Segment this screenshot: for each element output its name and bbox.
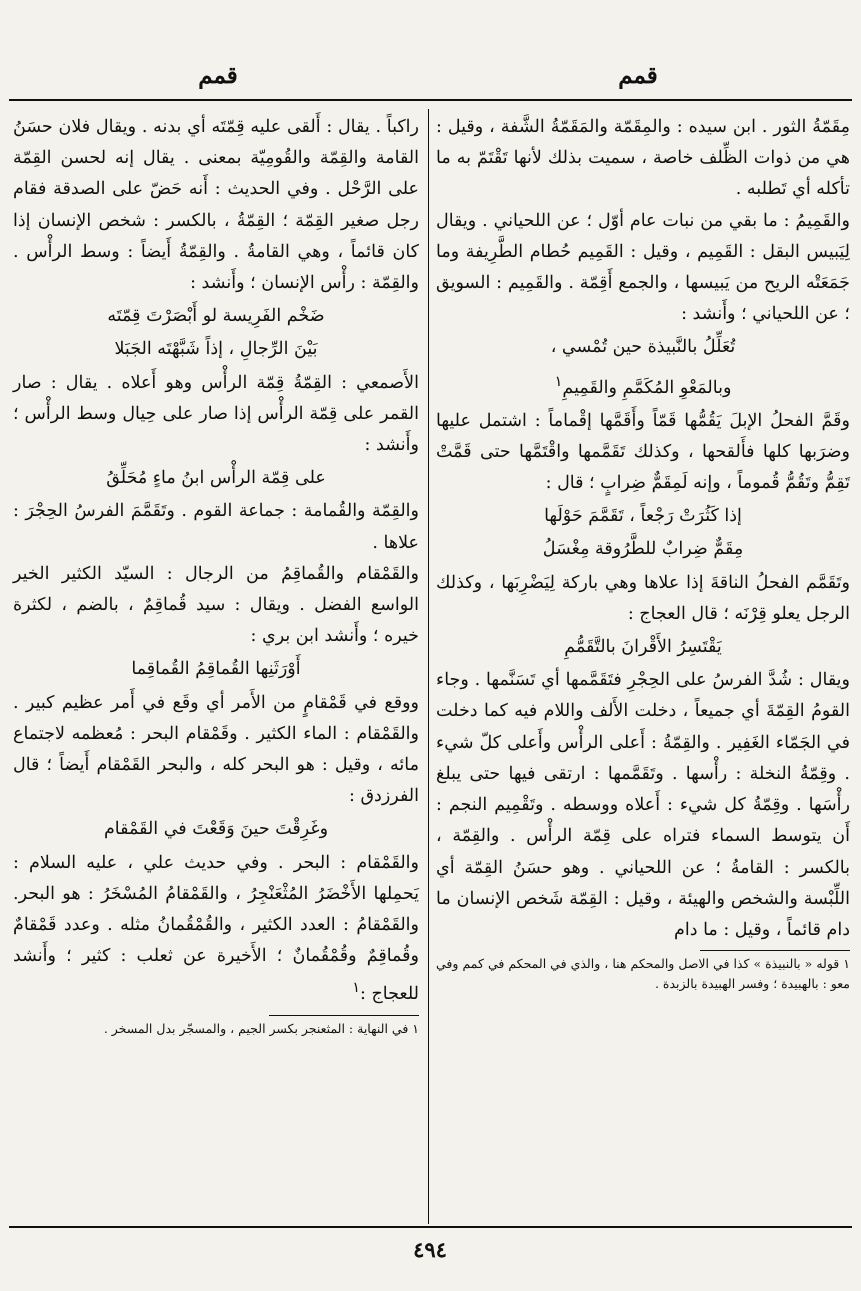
right-verse-3: يَقْتَسِرُ الأَقْرانَ بالتَّقَمُّمِ: [564, 637, 722, 658]
left-paragraph-4: والقَمْقام والقُماقِمُ من الرجال : السيّد الكثير الخير الواسع الفضل . ويقال : سيد قُماقِمٌ ، بالضم ، لكثرة خيره ؛ وأَنشد ابن بري :: [13, 563, 419, 647]
column-divider: [428, 109, 429, 1224]
header-word-left: قمم: [198, 62, 238, 89]
left-verse-2: على قِمّة الرأْس ابنُ ماءٍ مُحَلِّقُ: [106, 468, 326, 489]
right-footnote-rule: [700, 950, 850, 951]
left-footnote: ١ في النهاية : المثعنجر بكسر الجيم ، والمسجّر بدل المسخر .: [103, 1020, 419, 1036]
right-paragraph-5: ويقال : شُدَّ الفرسُ على الحِجْرِ فتَقَمَّمها أي تَسَنَّمها . وجاء القومُ القِمّةَ أي جميعاً ، دخلت الأَلف واللام فيه كما دخلت في الجَمّاء الغَفِير . والقِمّةُ : أَعلى الرأْس وأَعلى كلّ شيء . وقِمّةُ النخلة : رأْسها . وتَقَمَّمها : ارتقى فيها حتى يبلغ رأْسَها . وقِمّةُ كل شيء : أَعلاه ووسطه . وتَقْمِيم النجم : أَن يتوسط السماء فتراه على قِمّة الرأْس . والقِمّة ، بالكسر : القامةُ ؛ عن اللحياني . وهو حسَنُ القِمّة أي اللِّبْسة والشخص والهيئة ، وقيل : القِمّة شَخص الإنسان ما دام قائماً ، وقيل : ما دام: [436, 670, 850, 940]
right-paragraph-1: مِقَمّةُ الثور . ابن سيده : والمِقَمّة والمَقَمّةُ الشَّفة ، وقيل : هي من ذوات الظِّلف خاصة ، سميت بذلك لأنها تَقْتَمّ به ما تأكله أي تَطلبه .: [436, 117, 850, 200]
footnote-marker: ١: [554, 372, 563, 390]
right-paragraph-2: والقَمِيمُ : ما بقي من نبات عام أوّل ؛ عن اللحياني . ويقال لِيَبيس البقل : القَمِيم ، وقيل : القَمِيم حُطام الطَّرِيفة وما جَمَعَتْه الريح من يَبيسها ، والجمع أَقِمّة . والقَمِيم : السويق ؛ عن اللحياني ؛ وأَنشد :: [436, 210, 850, 325]
left-paragraph-6: [13, 848, 419, 1011]
left-paragraph-2: الأَصمعي : القِمّةُ قِمّة الرأْس وهو أَعلاه . يقال : صار القمر على قِمّة الرأْس إذا صار على حِيال وسط الرأْس ؛ وأَنشد :: [13, 372, 419, 456]
left-footnote-marker: ١: [352, 979, 361, 997]
right-verse-1-line-1: تُعَلِّلُ بالنَّبيذة حين تُمْسي ،: [550, 337, 736, 358]
left-paragraph-3: والقِمّة والقُمامة : جماعة القوم . وتَقَمَّمَ الفرسُ الحِجْرَ : علاها .: [13, 501, 419, 553]
left-paragraph-5: ووقع في قَمْقامٍ من الأَمر أي وقَع في أَمر عظيم كبير . والقَمْقام : الماء الكثير . وقَمْقام البحر : مُعظمه لاجتماع مائه ، وقيل : هو البحر كله ، والبحر القَمْقام أَيضاً ؛ قال الفرزدق :: [13, 692, 419, 807]
right-paragraph-3: وقَمَّ الفحلُ الإبلَ يَقُمُّها قَمّاً وأَقَمَّها إقْماماً : اشتمل عليها وضرَبها كلها فأَلقحها ، وكذلك تَقَمَّمها واقْتَمَّها حتى قَمَّتْ تَقِمُّ وتَقُمُّ قُموماً ، وإنه لَمِقَمٌّ ضِرابٍ ؛ قال :: [436, 410, 850, 494]
right-paragraph-4: وتَقَمَّم الفحلُ الناقةَ إذا علاها وهي باركة لِيَضْرِبَها ، وكذلك الرجل يعلو قِرْنَه ؛ قال العجاج :: [436, 572, 850, 624]
left-paragraph-6-text: والقَمْقام : البحر . وفي حديث علي ، عليه السلام : يَحمِلها الأَخْضَرُ المُثْعَنْجِرُ ، والقَمْقامُ المُسْخَرُ : هو البحر. والقَمْقامُ : العدد الكثير ، والقُمْقُمانُ مثله . وعدد قَمْقامٌ وقُماقِمٌ وقُمْقُمانٌ ؛ الأَخيرة عن ثعلب : كثير ؛ وأَنشد للعجاج :: [13, 852, 419, 1005]
bottom-rule: [9, 1226, 852, 1228]
left-paragraph-1: راكباً . يقال : أَلقى عليه قِمّتَه أي بدنه . ويقال فلان حسَنُ القامة والقِمّة والقُومِيّة بمعنى . يقال إنه لحسن القِمّة على الرَّحْل . وفي الحديث : أَنه حَضّ على الصدقة فقام رجل صغير القِمّة ؛ القِمّةُ ، بالكسر : شخص الإنسان إذا كان قائماً ، وهي القامةُ . والقِمّةُ أَيضاً : وسط الرأْس . والقِمّة : رأْس الإنسان ؛ وأَنشد :: [13, 117, 419, 294]
top-rule: [9, 99, 852, 101]
left-verse-1-line-2: بَيْنَ الرِّجالِ ، إذاً شَبَّهْتَه الجَبَلا: [114, 339, 318, 360]
left-verse-3: أَوْرَثَنِها القُماقِمُ القُماقِما: [131, 659, 301, 680]
right-verse-2-line-2: مِقَمٌّ ضِرابٌ للطَّرُوقة مِغْسَلُ: [542, 539, 744, 560]
header-word-right: قمم: [618, 62, 658, 89]
left-column: [13, 112, 419, 1039]
right-verse-1-text: وبالمَعْوِ المُكَمَّمِ والقَمِيمِ: [562, 377, 732, 398]
left-verse-4: وغَرِقْتَ حينَ وَقَعْتَ في القَمْقام: [103, 819, 329, 840]
left-verse-1-line-1: ضَخْم الفَرِيسة لو أَبْصَرْتَ قِمّتَه: [107, 306, 325, 327]
right-footnote: ١ قوله « بالنبيذة » كذا في الاصل والمحكم هنا ، والذي في المحكم في كمم وفي معو : بالهبيدة ؛ وفسر الهبيدة بالزبدة .: [436, 956, 850, 992]
right-verse-1-line-2: [436, 366, 850, 404]
right-verse-2-line-1: إذا كَثُرَتْ رَجْعاً ، تَقَمَّمَ حَوْلَها: [544, 506, 742, 527]
left-footnote-rule: [269, 1015, 419, 1016]
right-column: [436, 112, 850, 994]
page-number: ٤٩٤: [413, 1237, 447, 1262]
